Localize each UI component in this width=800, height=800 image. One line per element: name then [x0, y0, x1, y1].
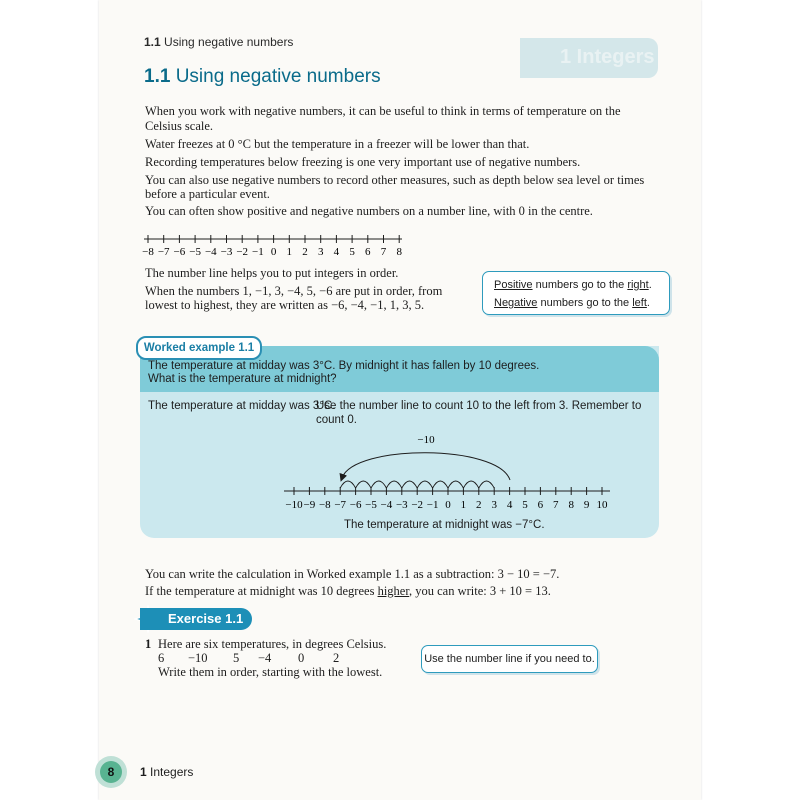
we-step-right-2: count 0.: [316, 414, 357, 426]
tick-label: 2: [302, 246, 308, 258]
intro-line-3: Water freezes at 0 °C but the temperature in a freezer will be lower than that.: [145, 137, 530, 151]
value: 6: [158, 651, 165, 665]
we-answer: The temperature at midnight was −7°C.: [344, 519, 545, 531]
we-tick-label: 2: [476, 499, 482, 511]
hop-arc: [463, 481, 478, 488]
order-line-1: The number line helps you to put integers in order.: [145, 266, 399, 280]
intro-line-6: before a particular event.: [145, 187, 270, 201]
we-tick-label: 5: [522, 499, 528, 511]
section-heading: [144, 66, 381, 88]
we-tick-label: −7: [334, 499, 347, 511]
value: −10: [188, 651, 208, 665]
running-head-number: 1.1: [144, 35, 161, 49]
tick-label: 1: [286, 246, 293, 258]
tip-use-number-line: Use the number line if you need to.: [421, 645, 598, 673]
we-tick-label: 7: [553, 499, 559, 511]
after-line-1: You can write the calculation in Worked example 1.1 as a subtraction: 3 − 10 = −7.: [145, 567, 560, 581]
page-number: 8: [107, 765, 115, 779]
hop-arc: [371, 481, 386, 488]
running-head-title: Using negative numbers: [164, 35, 294, 49]
exercise-label: Exercise 1.1: [140, 608, 252, 630]
chapter-tab-text: 1 Integers: [560, 46, 655, 68]
hop-arc: [433, 481, 448, 488]
worked-example-label: Worked example 1.1: [136, 336, 262, 360]
tip-line2-text: numbers go to the: [537, 297, 633, 309]
question-number: 1: [145, 637, 152, 651]
we-tick-label: 6: [537, 499, 544, 511]
jump-label: −10: [417, 434, 435, 446]
we-question-1: The temperature at midday was 3°C. By midnight it has fallen by 10 degrees.: [148, 360, 540, 372]
tick-label: 3: [317, 246, 324, 258]
tip-negative-word: Negative: [494, 297, 538, 309]
we-tick-label: 8: [568, 499, 574, 511]
tick-label: 5: [349, 246, 355, 258]
tick-label: −8: [142, 246, 154, 258]
order-line-3: lowest to highest, they are written as −6, −4, −1, 1, 3, 5.: [145, 298, 425, 312]
tip-line1-text: numbers go to the: [532, 279, 628, 291]
tick-label: 4: [333, 246, 340, 258]
we-step-left: The temperature at midday was 3°C.: [148, 400, 336, 412]
tick-label: −7: [157, 246, 170, 258]
running-head: [144, 35, 293, 49]
after-line-2-end: , you can write: 3 + 10 = 13.: [409, 584, 551, 598]
we-tick-label: 3: [491, 499, 497, 511]
after-higher-word: higher: [377, 584, 409, 598]
chapter-tab: [520, 38, 658, 78]
tick-label: −1: [252, 246, 264, 258]
we-tick-label: 4: [506, 499, 513, 511]
we-tick-label: −4: [380, 499, 393, 511]
we-tick-label: 0: [445, 499, 451, 511]
tick-label: 6: [365, 246, 371, 258]
tick-label: 0: [270, 246, 277, 258]
footer-chapter-number: 1: [140, 765, 147, 779]
we-tick-label: −6: [349, 499, 362, 511]
we-question-2: What is the temperature at midnight?: [148, 373, 337, 385]
value: 0: [298, 651, 305, 665]
intro-line-7: You can often show positive and negative numbers on a number line, with 0 in the centre.: [145, 204, 593, 218]
jump-arc: [342, 453, 510, 480]
intro-line-5: You can also use negative numbers to record other measures, such as depth below sea level or times: [145, 173, 645, 187]
number-line-1: [140, 230, 415, 258]
after-line-2: [145, 584, 645, 599]
tick-label: −4: [204, 246, 217, 258]
question-line-1: Here are six temperatures, in degrees Celsius.: [158, 637, 387, 651]
hop-arc: [402, 481, 417, 488]
intro-line-2: Celsius scale.: [145, 119, 214, 133]
tick-label: 8: [396, 246, 402, 258]
tip-positive-negative: Positive numbers go to the right. Negative numbers go to the left.: [482, 271, 670, 315]
footer-chapter-title: Integers: [150, 765, 194, 779]
tick-label: −3: [220, 246, 233, 258]
we-tick-label: 9: [583, 499, 590, 511]
question-line-3: Write them in order, starting with the lowest.: [158, 665, 383, 679]
we-tick-label: −9: [303, 499, 316, 511]
hop-arc: [340, 481, 355, 488]
we-tick-label: 10: [596, 499, 608, 511]
value: 2: [333, 651, 340, 665]
we-tick-label: 1: [460, 499, 467, 511]
intro-line-4: Recording temperatures below freezing is one very important use of negative numbers.: [145, 155, 581, 169]
tick-label: 7: [380, 246, 387, 258]
value: −4: [258, 651, 272, 665]
tip-right-word: right: [627, 279, 649, 291]
section-number: 1.1: [144, 66, 171, 87]
hop-arc: [356, 481, 371, 488]
intro-line-1: When you work with negative numbers, it can be useful to think in terms of temperature on the: [145, 104, 621, 118]
we-step-right-1: Use the number line to count 10 to the left from 3. Remember to: [316, 400, 642, 412]
hop-arc: [386, 481, 401, 488]
section-title: Using negative numbers: [175, 66, 381, 87]
we-tick-label: −1: [426, 499, 439, 511]
footer-chapter: [140, 765, 193, 779]
after-line-2-start: If the temperature at midnight was 10 degrees: [145, 584, 378, 598]
we-tick-label: −2: [411, 499, 424, 511]
hop-arc: [417, 481, 432, 488]
value: 5: [233, 651, 240, 665]
we-tick-label: −5: [365, 499, 377, 511]
tip-positive-word: Positive: [494, 279, 533, 291]
hop-arc: [448, 481, 463, 488]
page-number-badge: [94, 755, 128, 789]
hop-arc: [479, 481, 494, 488]
we-tick-label: −3: [395, 499, 408, 511]
we-tick-label: −8: [318, 499, 331, 511]
tick-label: −5: [189, 246, 201, 258]
order-line-2: When the numbers 1, −1, 3, −4, 5, −6 are put in order, from: [145, 284, 443, 298]
we-tick-label: −10: [285, 499, 303, 511]
tick-label: −2: [236, 246, 249, 258]
worked-example-number-line: [280, 428, 620, 518]
tick-label: −6: [173, 246, 186, 258]
tip-left-word: left: [632, 297, 647, 309]
